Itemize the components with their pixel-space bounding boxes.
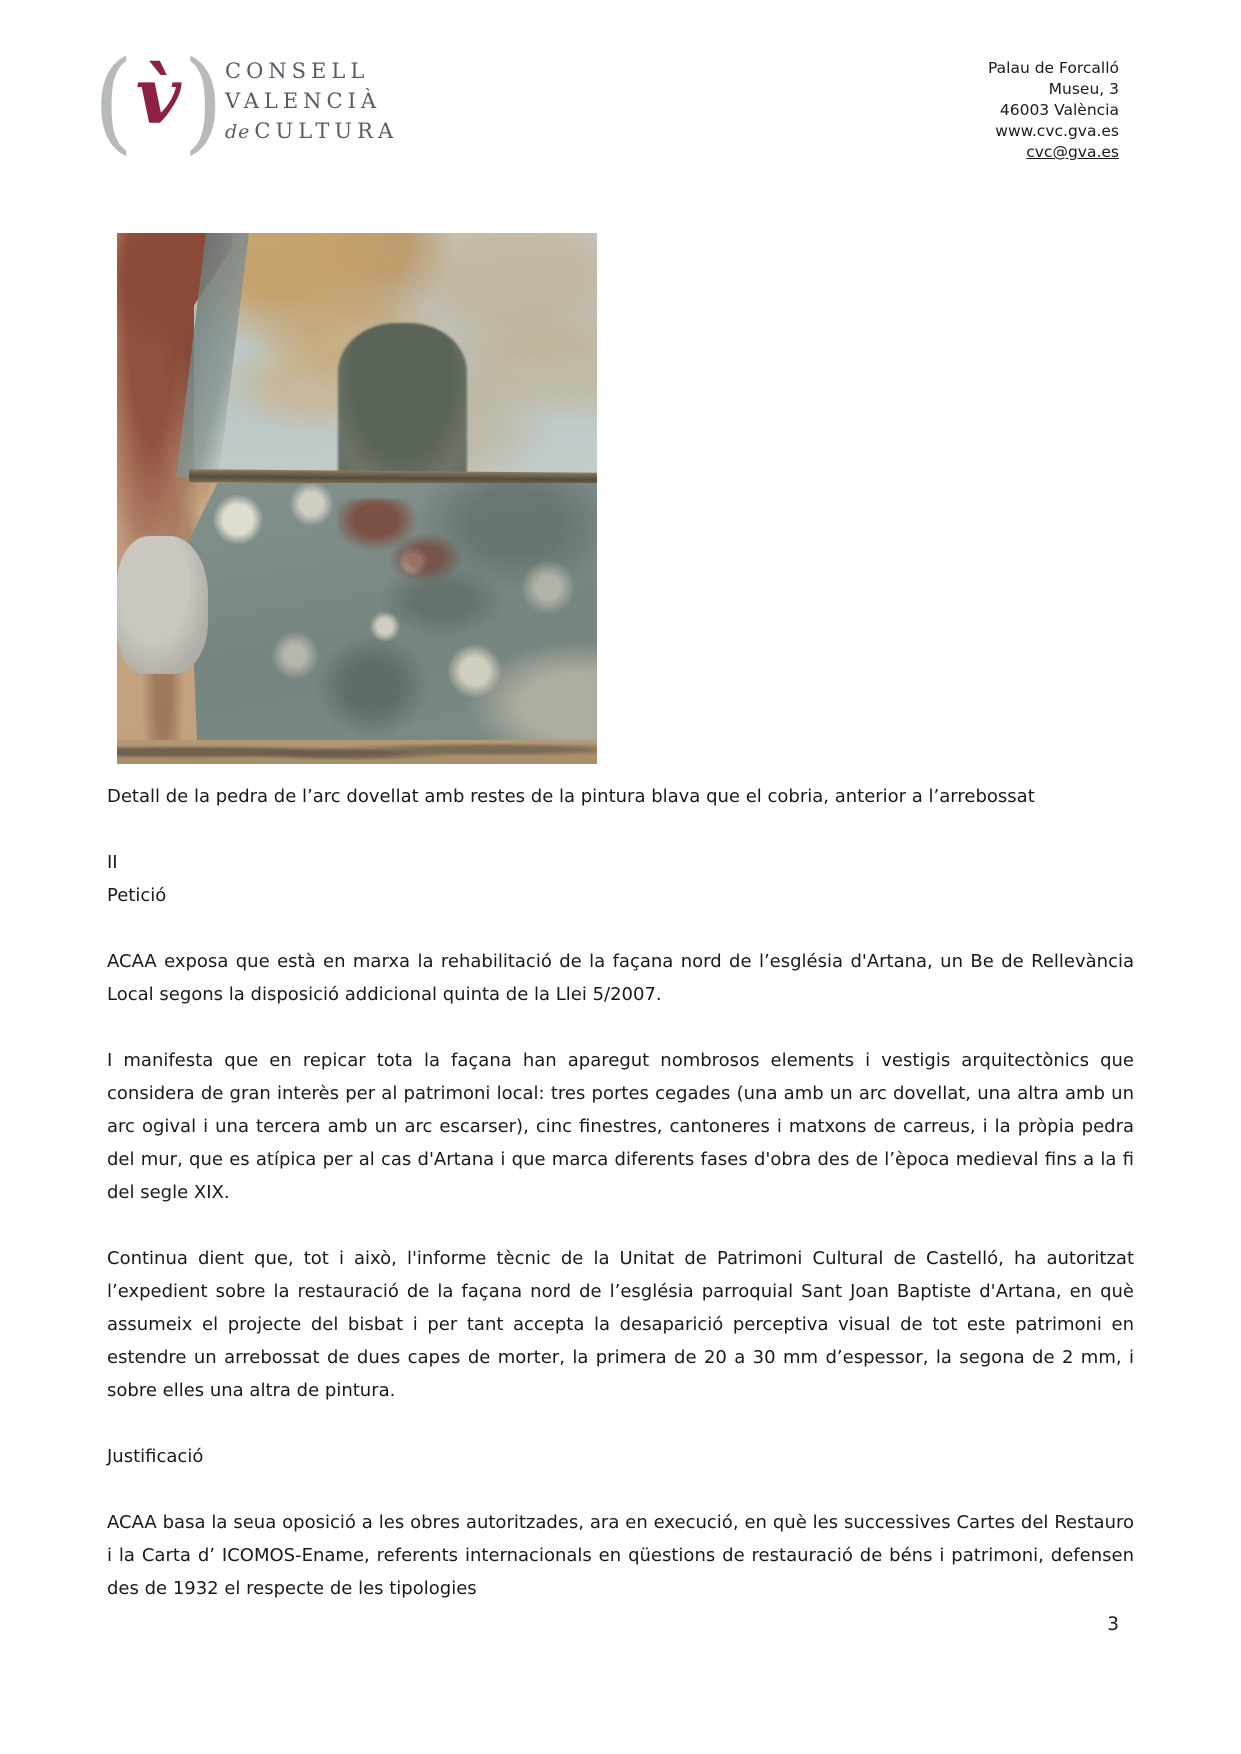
logo-wordmark <box>225 56 398 147</box>
logo-de-word: de <box>225 121 251 143</box>
paragraph-1: ACAA exposa que està en marxa la rehabilitació de la façana nord de l’església d'Artana, un Be de Rellevància Local segons la disposició addicional quinta de la Llei 5/2007. <box>107 951 1134 1005</box>
address-line-street: Museu, 3 <box>1048 80 1119 98</box>
address-line-city: 46003 València <box>999 101 1119 119</box>
address-line-website: www.cvc.gva.es <box>995 122 1119 140</box>
address-line-building: Palau de Forcalló <box>987 59 1119 77</box>
logo-line-cultura <box>225 116 398 147</box>
document-body <box>107 217 1134 1605</box>
section-title: Petició <box>107 885 167 906</box>
logo-paren-open-icon: ( <box>93 36 134 166</box>
logo-paren-close-icon: ) <box>182 36 224 166</box>
logo-cultura-word: CULTURA <box>254 119 399 143</box>
photo-bottom-mortar-strip <box>117 740 597 764</box>
paragraph-3: Continua dient que, tot i això, l'informe tècnic de la Unitat de Patrimoni Cultural de Castelló, ha autoritzat l’expedient sobre la restauració de la façana nord de l’església parroquial Sant Joan Baptiste d'Artana, en què assumeix el projecte del bisbat i per tant accepta la desaparició perceptiva visual de tot este patrimoni en estendre un arrebossat de dues capes de morter, la primera de 20 a 30 mm d’espessor, la segona de 2 mm, i sobre elles una altra de pintura. <box>107 1248 1134 1401</box>
section-number: II <box>107 852 118 873</box>
figure-caption: Detall de la pedra de l’arc dovellat amb restes de la pintura blava que el cobria, anterior a l’arrebossat <box>107 786 1035 807</box>
subheading-justificacio: Justificació <box>107 1446 204 1467</box>
page-number: 3 <box>1107 1614 1119 1635</box>
photo-red-patches <box>338 499 463 584</box>
photo-pale-stone-bottom-left <box>117 536 208 674</box>
cvc-logo <box>93 36 224 166</box>
photo-dark-recess <box>338 323 468 477</box>
letterhead <box>93 36 1119 176</box>
paragraph-2: I manifesta que en repicar tota la façana han aparegut nombrosos elements i vestigis arquitectònics que considera de gran interès per al patrimoni local: tres portes cegades (una amb un arc dovellat, una altra amb un arc ogival i una tercera amb un arc escarser), cinc finestres, cantoneres i matxons de carreus, i la pròpia pedra del mur, que es atípica per al cas d'Artana i que marca diferents fases d'obra des de l’època medieval fins a la fi del segle XIX. <box>107 1050 1134 1203</box>
paragraph-4: ACAA basa la seua oposició a les obres autoritzades, ara en execució, en què les successives Cartes del Restauro i la Carta d’ ICOMOS-Ename, referents internacionals en qüestions de restauració de béns i patrimoni, defensen des de 1932 el respecte de les tipologies <box>107 1512 1134 1599</box>
logo-line-consell: CONSELL <box>225 59 370 83</box>
logo-v-icon: v̀ <box>135 51 181 142</box>
stone-photo <box>117 233 597 764</box>
logo-line-valencia: VALENCIÀ <box>225 89 382 113</box>
email-link[interactable]: cvc@gva.es <box>1026 143 1119 161</box>
address-block <box>988 58 1119 163</box>
